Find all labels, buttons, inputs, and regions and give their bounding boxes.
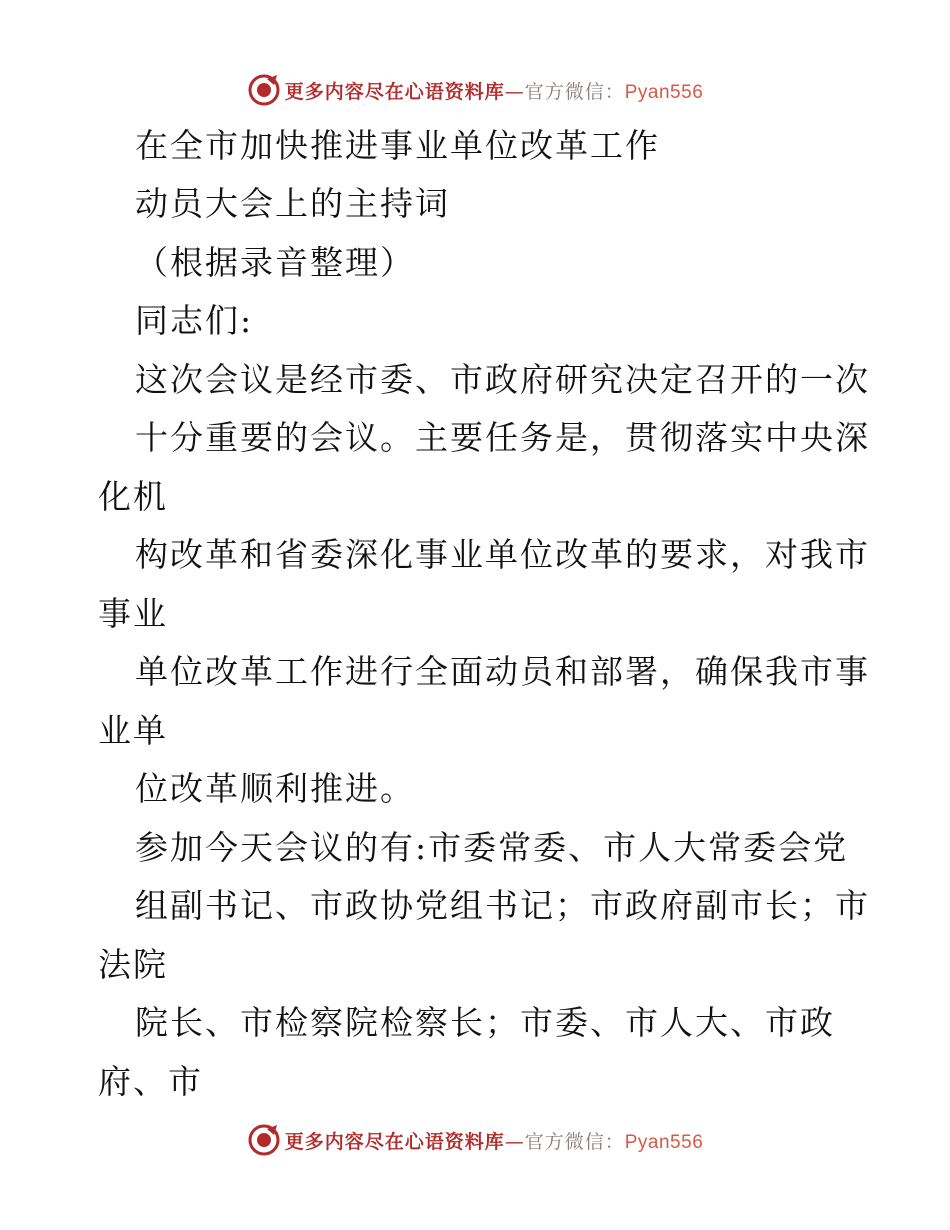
- header-banner: [0, 70, 950, 110]
- doc-line: 单位改革工作进行全面动员和部署，确保我市事: [135, 652, 870, 691]
- banner-main-text: 更多内容尽在心语资料库: [284, 1130, 505, 1153]
- banner-text: [285, 1127, 704, 1154]
- doc-line: 法院: [98, 945, 168, 984]
- doc-line: 组副书记、市政协党组书记；市政府副市长；市: [135, 886, 870, 925]
- doc-subtitle: （根据录音整理）: [135, 243, 415, 282]
- brand-logo-icon: [247, 73, 281, 107]
- doc-line: 这次会议是经市委、市政府研究决定召开的一次: [135, 360, 870, 399]
- footer-banner: [0, 1120, 950, 1160]
- banner-main-text: 更多内容尽在心语资料库: [284, 80, 505, 103]
- doc-title-line-2: 动员大会上的主持词: [135, 184, 450, 223]
- brand-logo-icon: [247, 1123, 281, 1157]
- doc-line: 事业: [98, 594, 168, 633]
- banner-wechat-label: 官方微信：: [524, 1130, 625, 1153]
- doc-line: 业单: [98, 711, 168, 750]
- doc-line: 十分重要的会议。主要任务是，贯彻落实中央深: [135, 418, 870, 457]
- banner-dash: —: [504, 1130, 525, 1153]
- doc-line: 府、市: [98, 1062, 203, 1101]
- doc-line: 院长、市检察院检察长；市委、市人大、市政: [135, 1003, 835, 1042]
- banner-wechat-id: Pyan556: [624, 1131, 704, 1153]
- doc-line: 位改革顺利推进。: [135, 769, 415, 808]
- doc-title-line-1: 在全市加快推进事业单位改革工作: [135, 126, 660, 165]
- banner-wechat-id: Pyan556: [624, 81, 704, 103]
- banner-dash: —: [504, 80, 525, 103]
- doc-salutation: 同志们:: [135, 301, 254, 340]
- doc-line: 参加今天会议的有:市委常委、市人大常委会党: [135, 828, 849, 867]
- banner-text: [285, 77, 704, 104]
- banner-wechat-label: 官方微信：: [524, 80, 625, 103]
- doc-line: 构改革和省委深化事业单位改革的要求，对我市: [135, 535, 870, 574]
- doc-line: 化机: [98, 477, 168, 516]
